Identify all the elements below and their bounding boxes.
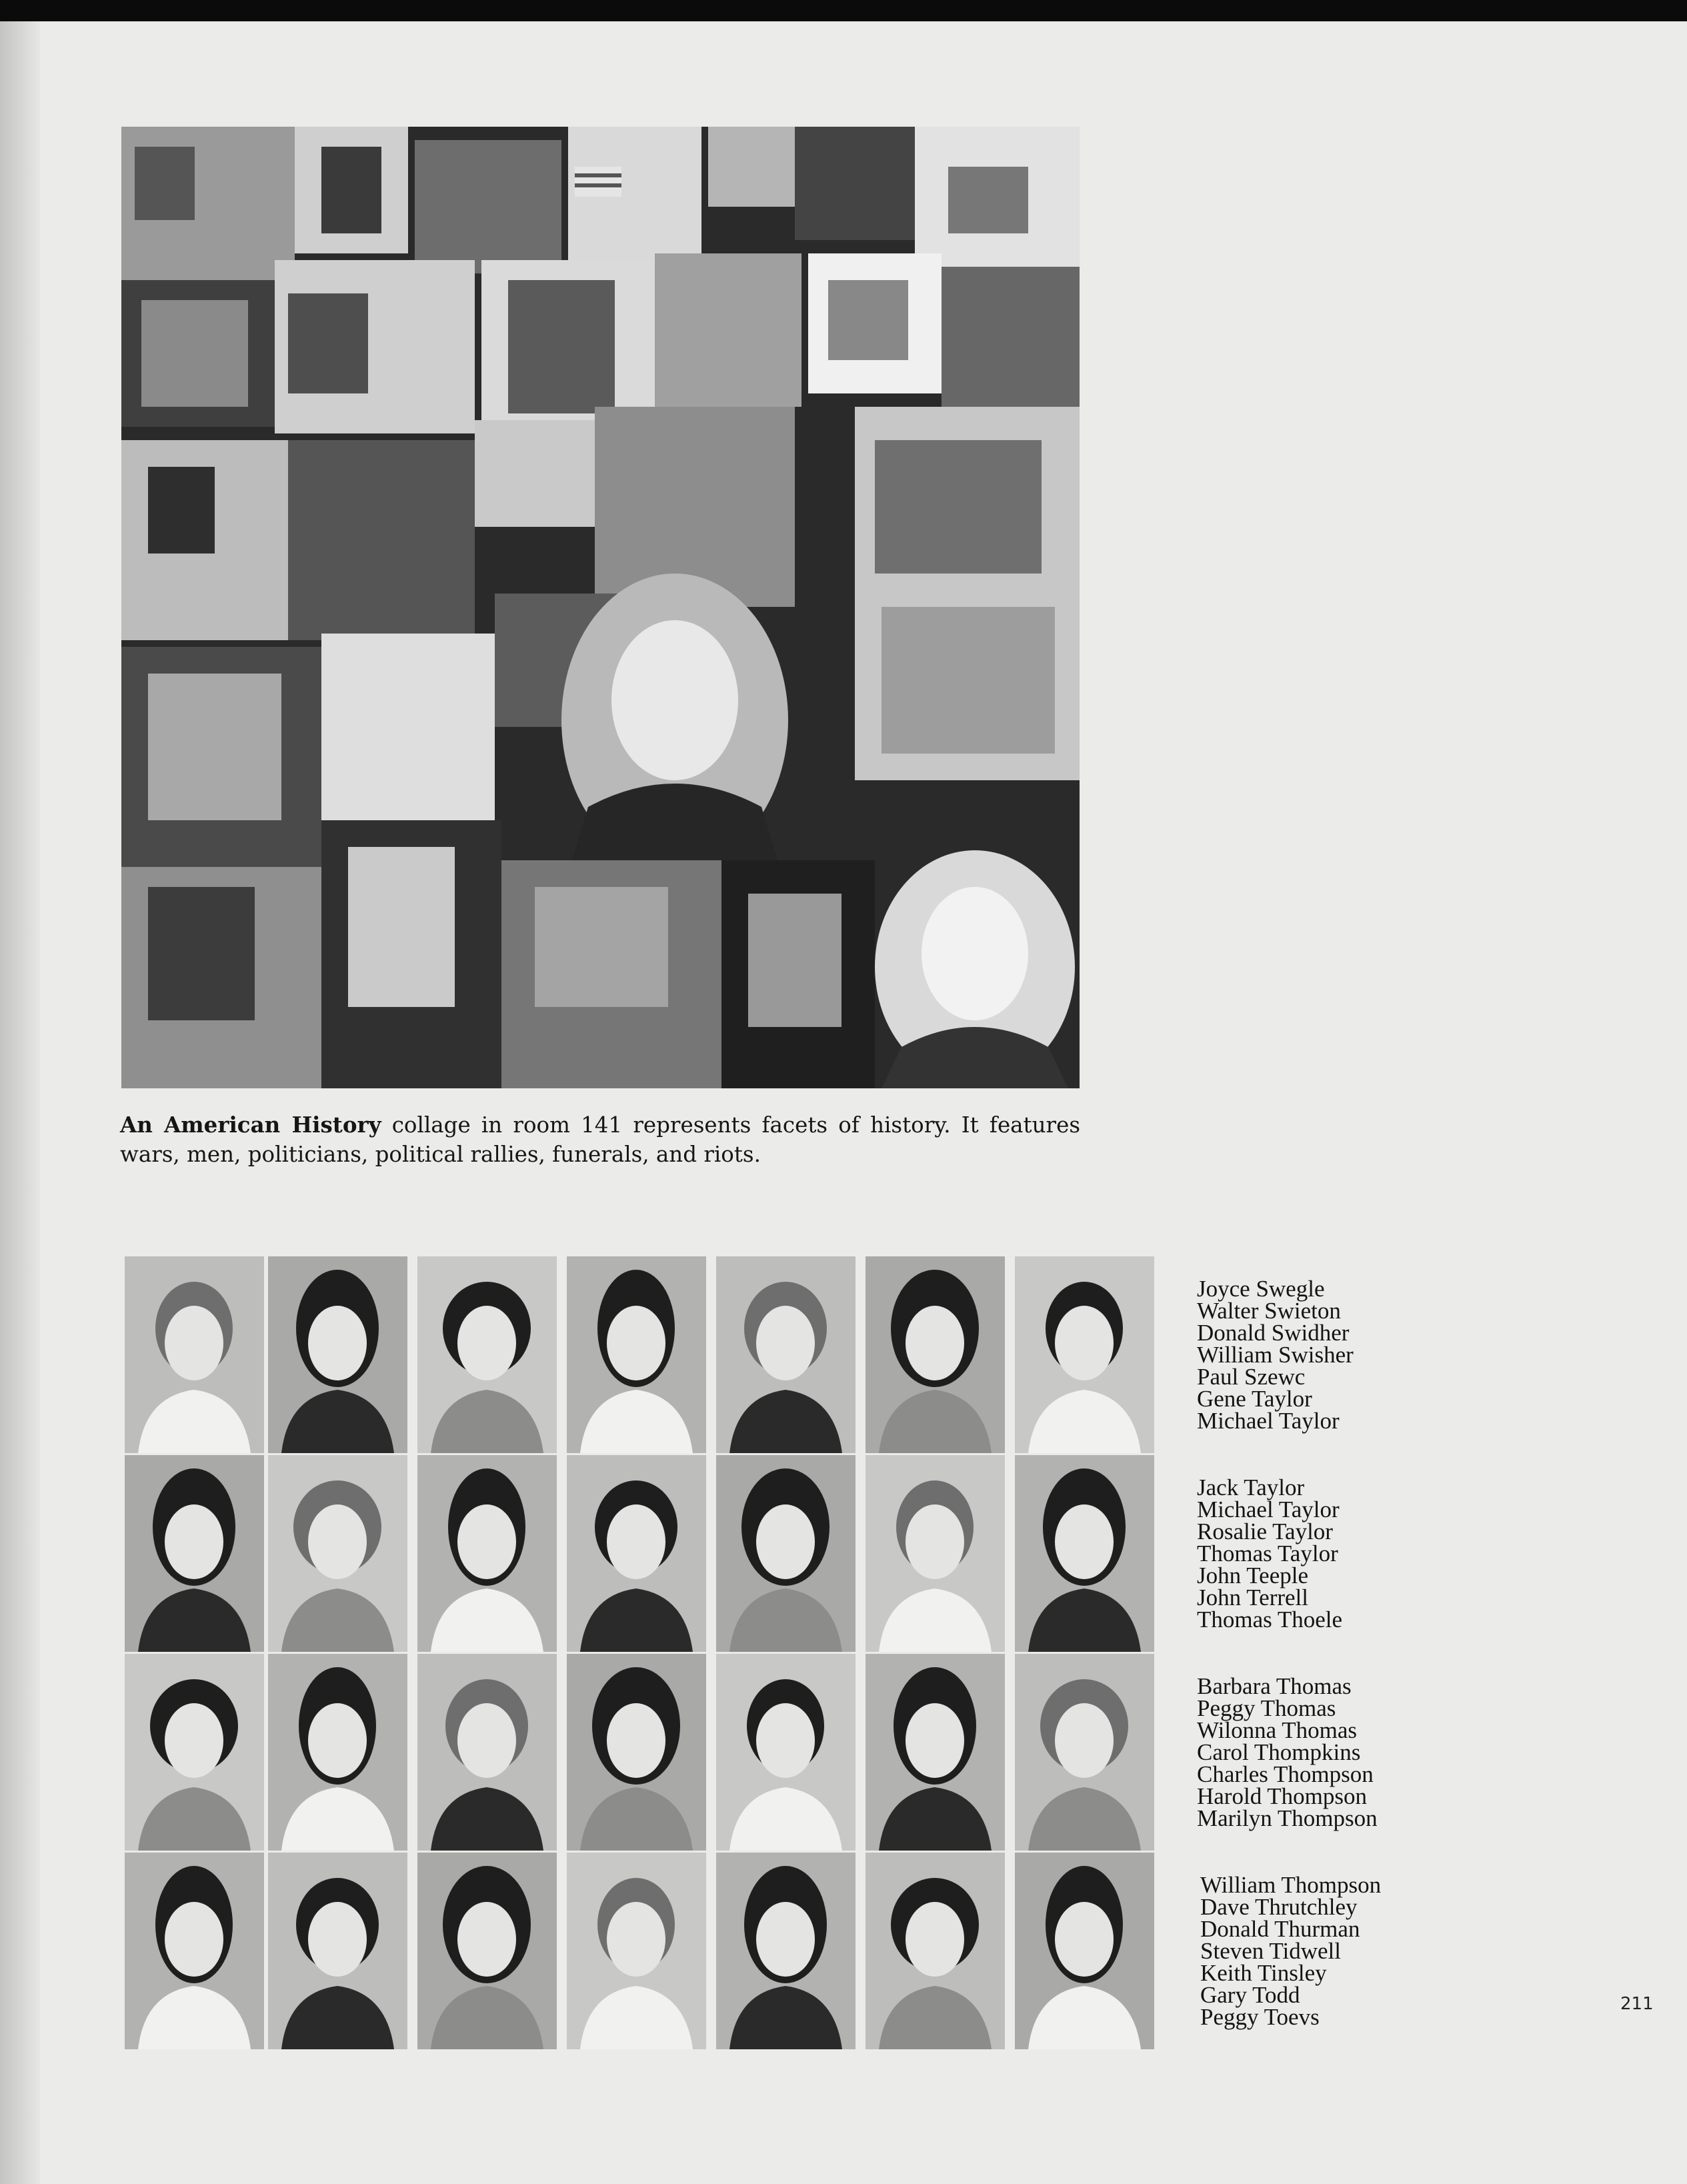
student-portrait (716, 1654, 856, 1851)
student-name: Joyce Swegle (1197, 1276, 1325, 1302)
student-name: Keith Tinsley (1200, 1960, 1327, 1986)
student-portrait (268, 1654, 407, 1851)
student-portrait (567, 1654, 706, 1851)
student-name: Thomas Thoele (1197, 1606, 1343, 1632)
student-portrait (866, 1256, 1005, 1453)
name-list-row-4 (1200, 1874, 1381, 2028)
student-portrait (268, 1256, 407, 1453)
student-portrait (417, 1256, 557, 1453)
student-name: Charles Thompson (1197, 1761, 1374, 1787)
student-portrait (268, 1853, 407, 2049)
american-history-collage-photo (121, 127, 1080, 1088)
student-portrait (866, 1654, 1005, 1851)
student-name: Walter Swieton (1197, 1298, 1341, 1324)
name-list-row-1 (1197, 1278, 1354, 1432)
student-name: Jack Taylor (1197, 1474, 1305, 1500)
student-name: Steven Tidwell (1200, 1938, 1342, 1964)
student-portrait (268, 1455, 407, 1652)
student-name: Gene Taylor (1197, 1386, 1312, 1412)
student-portrait (1015, 1654, 1154, 1851)
scan-top-edge (0, 0, 1687, 21)
student-name: William Thompson (1200, 1872, 1382, 1898)
portrait-row (125, 1256, 1162, 1453)
student-name: Donald Thurman (1200, 1916, 1360, 1942)
student-name: William Swisher (1197, 1342, 1354, 1368)
student-name: Harold Thompson (1197, 1783, 1368, 1809)
student-portrait (866, 1853, 1005, 2049)
student-portrait (567, 1256, 706, 1453)
student-portrait (567, 1455, 706, 1652)
student-portrait (716, 1853, 856, 2049)
student-portrait (716, 1256, 856, 1453)
student-portrait (125, 1654, 264, 1851)
page-number: 211 (1620, 1994, 1654, 2014)
student-name: Peggy Thomas (1197, 1695, 1336, 1721)
student-name: Carol Thompkins (1197, 1739, 1361, 1765)
page-gutter-shadow (0, 21, 40, 2184)
student-portrait (125, 1455, 264, 1652)
student-name: Donald Swidher (1197, 1320, 1350, 1346)
student-portrait (417, 1853, 557, 2049)
student-name: Dave Thrutchley (1200, 1894, 1358, 1920)
student-portrait (866, 1455, 1005, 1652)
caption-lead: An American History (120, 1112, 381, 1138)
caption-text: collage in room 141 represents facets of history. It features wars, men, politicians, political rallies, funerals, and riots. (120, 1112, 1080, 1167)
student-portrait (716, 1455, 856, 1652)
student-portrait (1015, 1853, 1154, 2049)
student-portrait (417, 1455, 557, 1652)
student-name: Barbara Thomas (1197, 1673, 1352, 1699)
portrait-row (125, 1853, 1162, 2049)
student-portrait (125, 1256, 264, 1453)
student-name: Thomas Taylor (1197, 1540, 1338, 1566)
student-name: Paul Szewc (1197, 1364, 1306, 1390)
student-name: Rosalie Taylor (1197, 1518, 1333, 1544)
name-list-row-2 (1197, 1476, 1342, 1630)
portrait-row (125, 1654, 1162, 1851)
portrait-row (125, 1455, 1162, 1652)
student-portrait (1015, 1256, 1154, 1453)
student-portrait (1015, 1455, 1154, 1652)
student-portrait (567, 1853, 706, 2049)
student-name: Marilyn Thompson (1197, 1805, 1378, 1831)
student-name: Michael Taylor (1197, 1496, 1340, 1522)
collage-caption (120, 1110, 1080, 1169)
student-name: John Terrell (1197, 1584, 1309, 1610)
student-name: Michael Taylor (1197, 1408, 1340, 1434)
student-name: Gary Todd (1200, 1982, 1300, 2008)
student-portrait (125, 1853, 264, 2049)
student-name: John Teeple (1197, 1562, 1309, 1588)
student-portrait (417, 1654, 557, 1851)
student-name: Wilonna Thomas (1197, 1717, 1357, 1743)
name-list-row-3 (1197, 1675, 1378, 1829)
student-name: Peggy Toevs (1200, 2004, 1320, 2030)
